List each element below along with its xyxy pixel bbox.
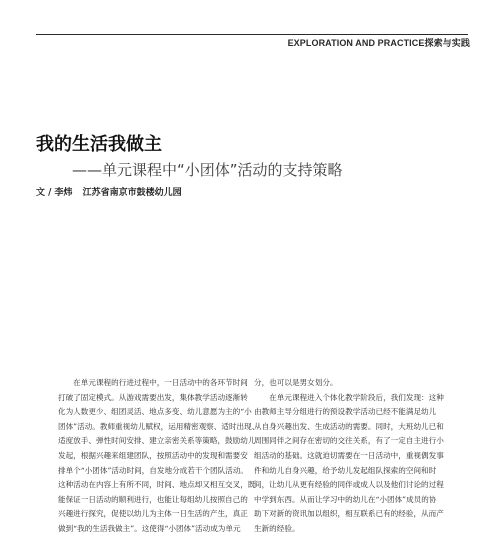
body-line: 在单元课程的行进过程中，一日活动中的各环节时间 [58, 378, 248, 387]
byline-affiliation: 江苏省南京市鼓楼幼儿园 [82, 188, 182, 198]
body-line: 生新的经验。 [254, 523, 300, 533]
body-line: 做到“我的生活我做主”。这使得“小团体”活动成为单元 [58, 523, 241, 533]
body-line: 这种活动在内容上有所不同，时间、地点却又相互交叉，既 [58, 480, 256, 490]
article-subtitle: ——单元课程中“小团体”活动的支持策略 [72, 161, 343, 179]
body-line: 件和幼儿自身兴趣，给予幼儿发起组队探索的空间和时 [254, 465, 437, 475]
body-line: 发起，根据兴趣来组建团队，按照活动中的发现和需要安 [58, 450, 248, 460]
byline [36, 185, 182, 198]
body-line: 周围同伴之间存在密切的交往关系，有了一定自主进行小 [254, 436, 444, 446]
body-line: 由教师主导分组进行的预设教学活动已经不能满足幼儿 [254, 407, 437, 417]
body-line: 组活动的基础。这就迫切需要在一日活动中，重视偶发事 [254, 450, 444, 460]
body-right-column [254, 376, 456, 537]
body-line: 能保证一日活动的顺利进行，也能让每组幼儿按照自己的 [58, 494, 248, 504]
section-header-en: EXPLORATION AND PRACTICE [287, 38, 425, 48]
body-left-column [58, 376, 260, 537]
body-line: 兴趣进行探究，促使以幼儿为主体一日生活的产生，真正 [58, 509, 248, 519]
body-line: 排单个“小团体”活动时间，自发地分成若干个团队活动。 [58, 465, 249, 475]
body-line: 分，也可以是男女划分。 [254, 378, 338, 387]
byline-author: 文 / 李炜 [36, 188, 73, 198]
section-header [288, 36, 470, 49]
body-line: 助下对新的资讯加以组织，相互联系已有的经验，从而产 [254, 509, 444, 519]
body-line: 中学到东西。从而让学习中的幼儿在“小团体”成员的协 [254, 494, 437, 504]
body-line: 打破了固定模式。从游戏需要出发，集体教学活动逐渐转 [58, 392, 248, 402]
body-line: 化为人数更少、组团灵活、地点多变、幼儿意愿为主的“小 [58, 407, 252, 417]
section-header-zh: 探索与实践 [424, 39, 470, 49]
body-line: 从自身兴趣出发、生成活动的需要。同时，大班幼儿已和 [254, 421, 444, 431]
body-line: 间，让幼儿从更有经验的同伴或成人以及他们讨论的过程 [254, 480, 444, 490]
body-line: 在单元课程进入个体化教学阶段后，我们发现：这种 [254, 392, 444, 402]
body-line: 团体”活动。教师重视幼儿赋权，运用精密观察、适时出现、 [58, 421, 260, 431]
article-title: 我的生活我做主 [36, 134, 162, 155]
header-rule [36, 34, 468, 35]
body-line: 适度放手、弹性时间安排、建立亲密关系等策略，鼓励幼儿 [58, 436, 256, 446]
